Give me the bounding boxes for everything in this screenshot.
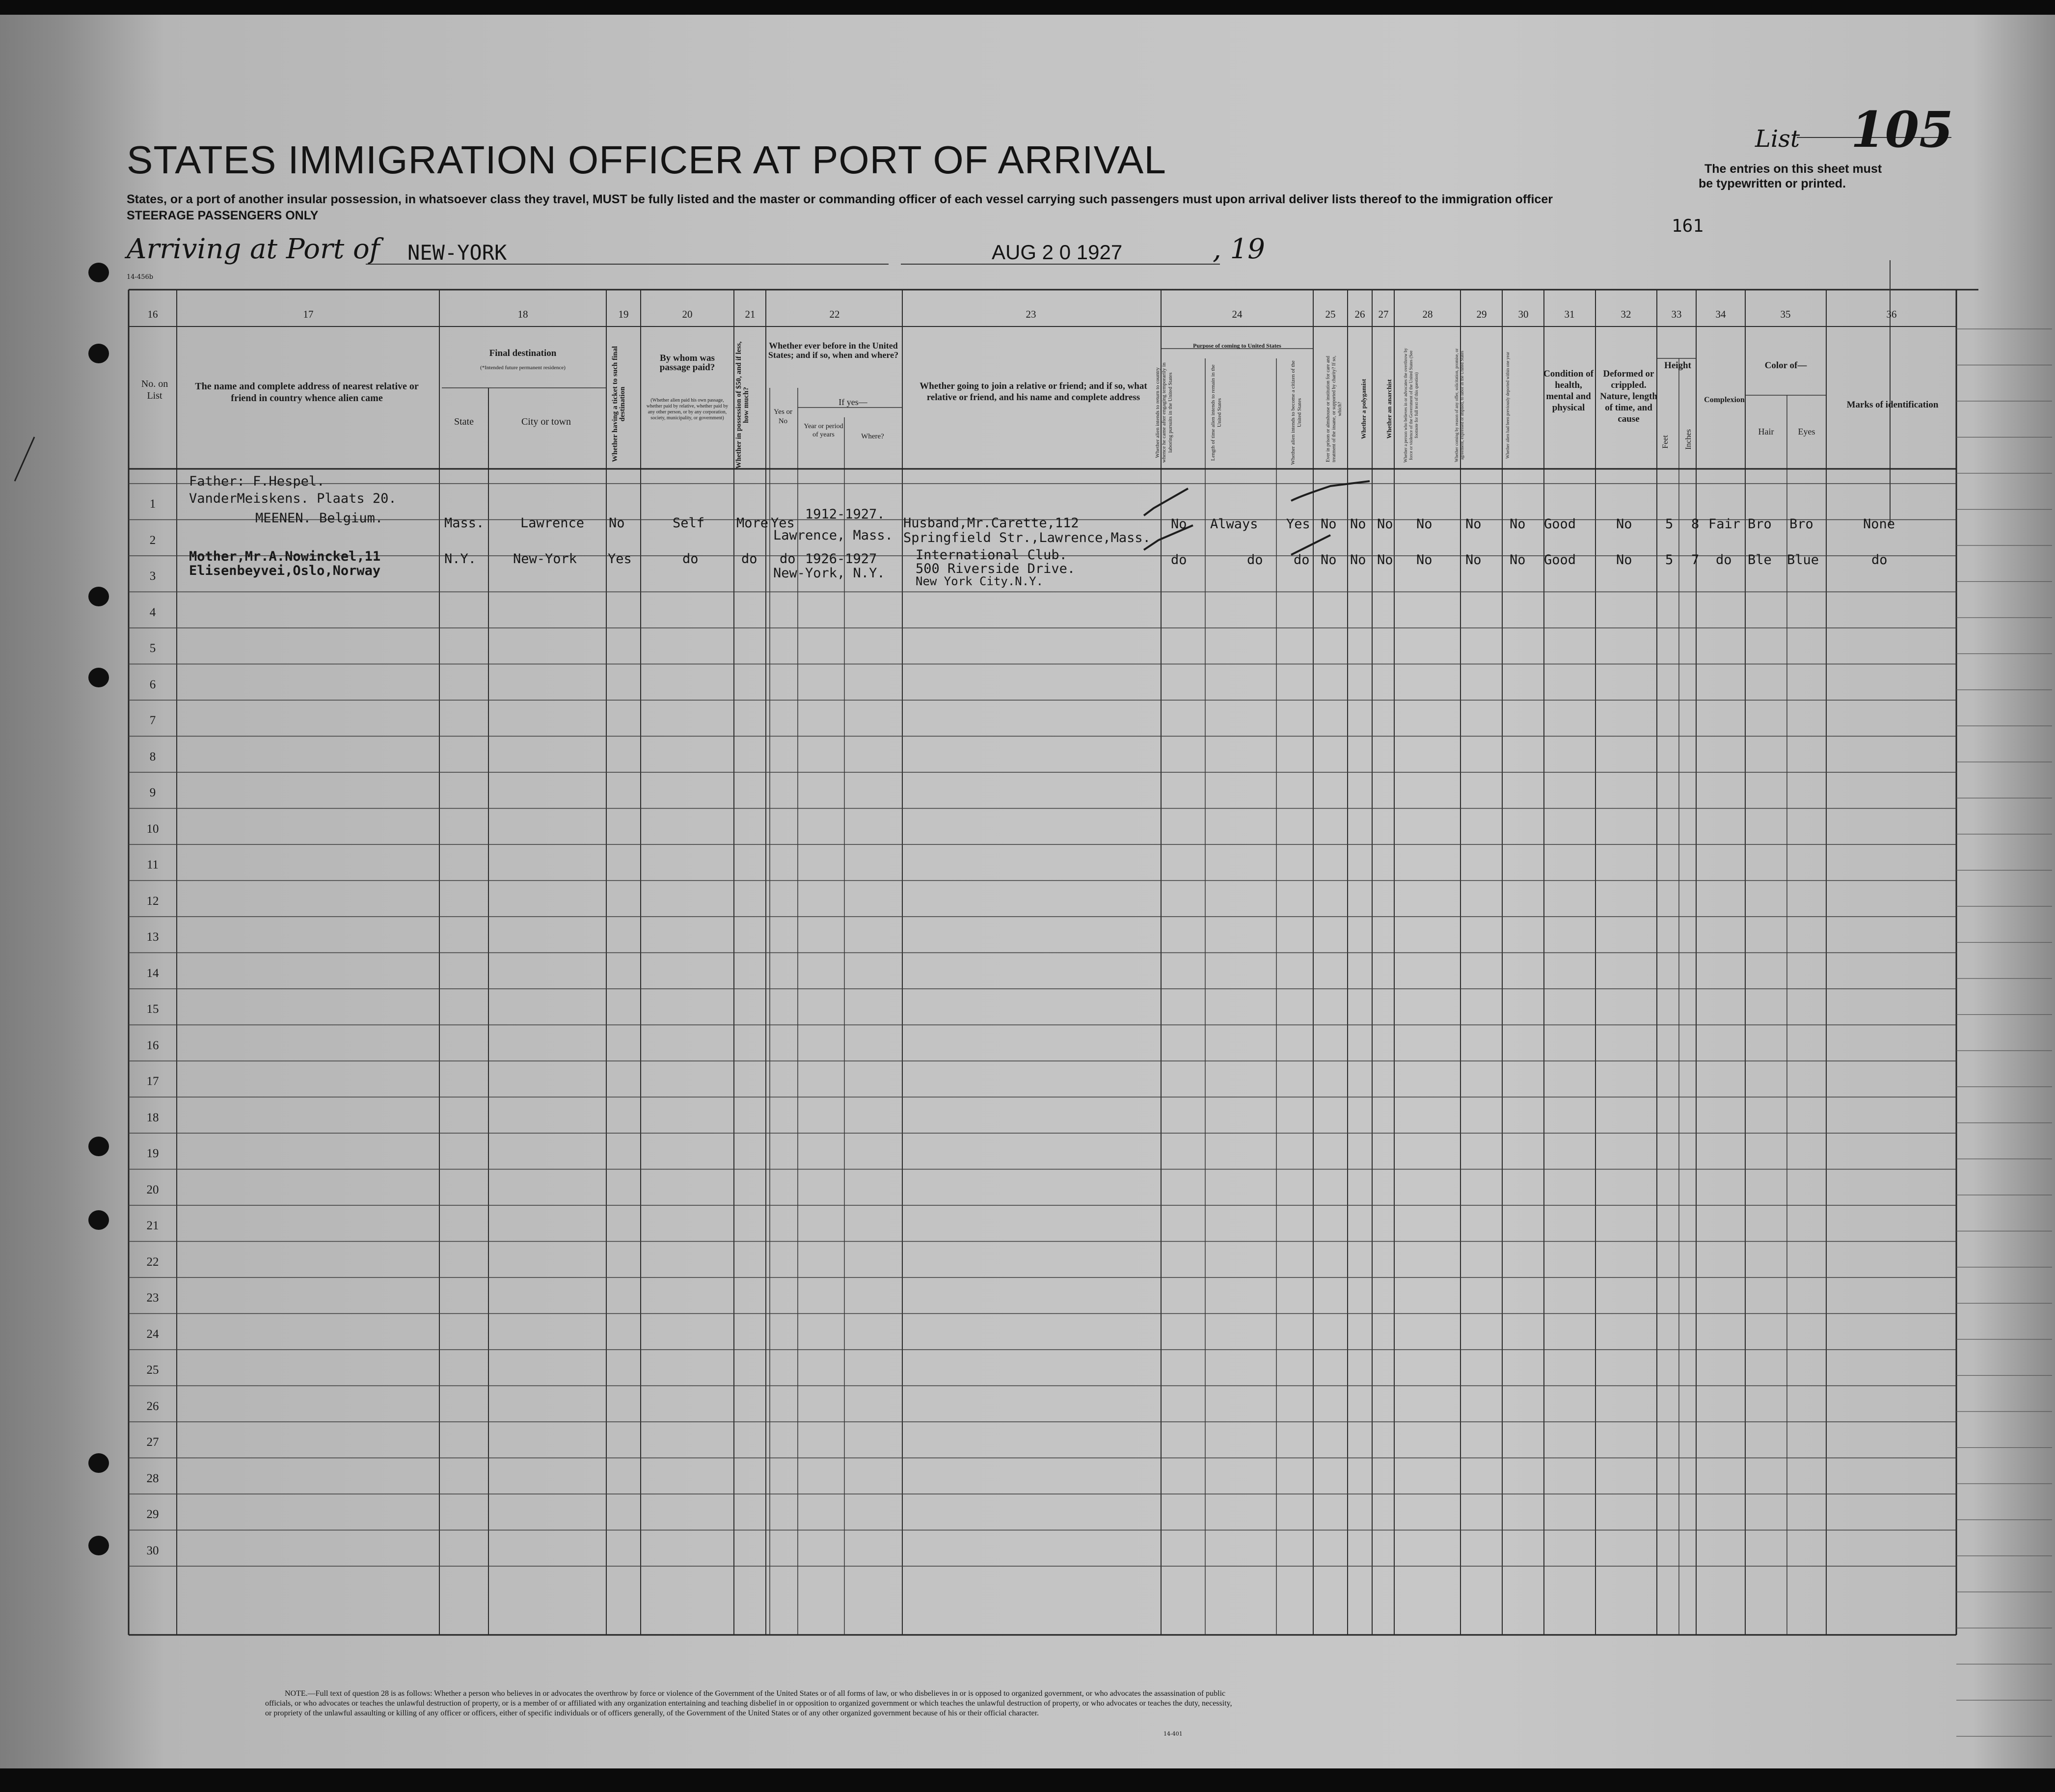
header-hair: Hair [1758,427,1774,436]
entries-note-2: be typewritten or printed. [1699,177,1846,190]
header-ever-before: Whether ever before in the United States; and if so, when and where? [768,341,899,360]
join-2-line-1: International Club. [916,547,1067,563]
column-number: 25 [1325,308,1336,320]
join-2-line-2: 500 Riverside Drive. [916,561,1076,576]
paid-1: Self [673,516,705,531]
column-number: 32 [1621,308,1631,320]
row-number: 7 [149,714,156,727]
arrival-date-stamp: AUG 2 0 1927 [992,241,1123,264]
column-number: 27 [1378,308,1389,320]
row-number: 28 [146,1471,159,1485]
q29-2: No [1465,552,1482,568]
row-number: 27 [146,1436,159,1449]
relative-1-line-1: Father: F.Hespel. [189,474,325,489]
q30-1: No [1510,516,1526,532]
row-number: 8 [149,750,156,763]
row-number: 29 [146,1508,159,1521]
column-number: 16 [147,308,158,320]
form-code: 14-456b [127,273,154,281]
punch-hole [88,1210,109,1230]
polygamist-1: No [1350,516,1366,532]
prison-2: No [1321,552,1337,568]
hair-2: Ble [1748,552,1772,568]
header-deported: Whether alien had been previously deported within one year [1505,352,1510,459]
header-ticket: Whether having a ticket to such final destination [611,346,626,462]
prison-1: No [1321,516,1337,532]
inches-2: 7 [1691,552,1700,568]
citizen-1: Yes [1286,516,1310,532]
row-number: 15 [146,1003,159,1016]
header-question-29: Whether coming by reason of any offer, solicitation, promise, or agreement, expressed or implied, to labor in the United States [1454,348,1464,462]
header-eyes: Eyes [1798,427,1815,436]
column-number: 35 [1780,308,1791,320]
join-2-line-3: New York City.N.Y. [916,574,1044,588]
row-number: 30 [146,1544,159,1557]
header-return-country: Whether alien intends to return to country whence he came after engaging temporarily in laboring pursuits in the United States [1155,362,1173,463]
join-1-line-2: Springfield Str.,Lawrence,Mass. [903,530,1151,545]
q30-2: No [1510,552,1526,568]
row-number: 26 [146,1399,159,1413]
header-color-of: Color of— [1764,360,1807,371]
row-number: 6 [149,678,156,691]
column-number: 29 [1476,308,1487,320]
column-number: 20 [682,308,693,320]
checkmark [1144,489,1188,516]
row-number: 17 [146,1075,159,1088]
hair-1: Bro [1748,516,1772,532]
header-length-of-stay: Length of time alien intends to remain in the United States [1210,364,1222,461]
column-number: 26 [1354,308,1365,320]
ticket-2: Yes [608,551,632,567]
header-deformed: Deformed or crippled. Nature, length of time, and cause [1600,369,1657,424]
column-number: 33 [1671,308,1682,320]
return-1: No [1171,516,1187,532]
header-ifyes: If yes— [838,397,867,407]
header-marks-of-identification: Marks of identification [1846,400,1939,410]
feet-1: 5 [1665,516,1674,532]
length-1: Always [1210,516,1258,532]
manifest-grid [0,15,2055,1768]
header-question-28: Whether a person who believes in or advocates the overthrow by force or violence of the Government of the United States (See footnote for full text of this question) [1403,348,1419,463]
row-number: 24 [146,1327,159,1341]
punch-hole [88,1536,109,1555]
row-number: 9 [149,786,156,799]
years-1: 1912-1927. [805,507,885,522]
entries-note: The entries on this sheet must [1704,162,1882,176]
margin-mark [15,437,34,481]
header-polygamist: Whether a polygamist [1360,379,1367,439]
row-number: 25 [146,1363,159,1377]
page-title: STATES IMMIGRATION OFFICER AT PORT OF ARRIVAL [127,138,1166,182]
header-fifty-dollars: Whether in possession of $50, and if less, how much? [735,341,750,469]
column-number: 17 [303,308,314,320]
city-2: New-York [513,551,577,567]
paid-2: do [682,551,699,567]
row-number: 21 [146,1219,159,1232]
header-passage-paid-note: (Whether alien paid his own passage, whether paid by relative, whether paid by any other person, or by any corporation, society, municipality, or government) [646,398,729,421]
before-2: do [780,551,796,567]
before-1: Yes [771,516,795,531]
header-city: City or town [521,416,571,427]
header-no-on-list: No. on List [141,379,168,401]
column-number: 31 [1564,308,1575,320]
relative-2-line-1: Mother,Mr.A.Nowinckel,11 [189,549,381,564]
feet-2: 5 [1665,552,1674,568]
marks-1: None [1863,516,1895,532]
steerage-label: STEERAGE PASSENGERS ONLY [127,209,319,222]
complexion-1: Fair [1708,516,1741,532]
punch-hole [88,263,109,282]
header-feet: Feet [1661,435,1670,449]
port-name: NEW-YORK [407,241,507,265]
inches-1: 8 [1691,516,1700,532]
column-number: 24 [1232,308,1243,320]
header-final-destination: Final destination [489,348,557,358]
row-number: 16 [146,1038,159,1052]
row-number: 5 [149,642,156,655]
q29-1: No [1465,516,1482,532]
header-inches: Inches [1684,429,1693,450]
header-become-citizen: Whether alien intends to become a citizen of the United States [1290,360,1302,465]
header-year-period: Year or period of years [804,423,843,438]
punch-hole [88,1453,109,1473]
join-1-line-1: Husband,Mr.Carette,112 [903,516,1079,531]
deformed-1: No [1616,516,1632,532]
column-number: 22 [829,308,840,320]
header-passage-paid: By whom was passage paid? [659,353,715,373]
row-number: 14 [146,966,159,980]
question-28-note: NOTE.—Full text of question 28 is as follows: Whether a person who believes in or advocates the overthrow by force or violence of the Government of the United States or of all forms of law, or who disbelieves in or is opposed to organized government, or who advocates the assassination of public officials, or who advocates or teaches the unlawful destruction of property, or is a member of or affiliated with any organization entertaining and teaching disbelief in or opposition to organized government or which teaches the unlawful destruction of property, or who advocates or teaches the duty, necessity, or propriety of the unlawful assaulting or killing of any officer or officers, either of specific individuals or of officers generally, of the Government of the United States or of any other organized government because of his or their official character. [265,1689,1232,1717]
return-2: do [1171,552,1187,568]
relative-2-line-2: Elisenbeyvei,Oslo,Norway [189,563,381,578]
anarchist-2: No [1377,552,1393,568]
header-where: Where? [861,433,884,440]
row-number: 20 [146,1183,159,1196]
ticket-1: No [609,516,625,531]
arriving-label: Arriving at Port of [127,233,380,265]
row-number: 3 [149,570,156,583]
row-number: 22 [146,1255,159,1269]
column-number: 30 [1518,308,1529,320]
manifest-sheet [0,15,2055,1768]
money-1: More [736,516,769,531]
punch-hole [88,344,109,363]
eyes-2: Blue [1787,552,1819,568]
header-ever-in-prison: Ever in prison or almshouse or institution for care and treatment of the insane, or supported by charity? If so, which? [1325,355,1343,462]
money-2: do [741,551,757,567]
column-number: 28 [1422,308,1433,320]
header-join-relative: Whether going to join a relative or friend; and if so, what relative or friend, and his name and complete address [919,381,1147,403]
health-2: Good [1544,552,1576,568]
row-number: 11 [146,858,159,871]
punch-hole [88,587,109,606]
row-number: 19 [146,1147,159,1160]
q28-2: No [1416,552,1433,568]
checkmark [1291,481,1370,501]
header-final-destination-note: (*Intended future permanent residence) [480,365,566,371]
list-number: 105 [1851,101,1953,159]
header-health: Condition of health, mental and physical [1543,369,1594,413]
row-number: 18 [146,1111,159,1124]
column-number: 34 [1715,308,1726,320]
where-1: Lawrence, Mass. [773,528,893,543]
year-prefix: , 19 [1213,233,1265,265]
column-number: 23 [1026,308,1036,320]
years-2: 1926-1927 [805,551,877,567]
row-number: 10 [146,822,159,836]
state-1: Mass. [444,516,485,531]
page-number: 161 [1672,216,1704,236]
row-number: 12 [146,894,159,908]
punch-hole [88,1137,109,1156]
header-state: State [454,416,474,427]
row-number: 4 [149,605,156,619]
column-number: 18 [517,308,528,320]
relative-1-line-3: MEENEN. Belgium. [255,511,383,526]
city-1: Lawrence [520,516,585,531]
eyes-1: Bro [1789,516,1813,532]
header-height: Height [1664,360,1691,371]
list-label: List [1755,125,1800,153]
row-number: 13 [146,930,159,944]
deformed-2: No [1616,552,1632,568]
header-complexion: Complexion [1704,396,1745,404]
column-number: 36 [1886,308,1897,320]
health-1: Good [1544,516,1576,532]
polygamist-2: No [1350,552,1366,568]
anarchist-1: No [1377,516,1393,532]
complexion-2: do [1716,552,1732,568]
length-2: do [1247,552,1263,568]
relative-1-line-2: VanderMeiskens. Plaats 20. [189,491,397,506]
q28-1: No [1416,516,1433,532]
where-2: New-York, N.Y. [773,566,885,581]
column-number: 21 [745,308,756,320]
footer-form-code: 14-401 [1163,1731,1183,1737]
form-subtitle: States, or a port of another insular possession, in whatsoever class they travel, MUST be fully listed and the master or commanding officer of each vessel carrying such passengers must upon arrival deliver lists thereof to the immigration officer [127,192,1553,206]
row-number: 2 [149,533,156,547]
header-purpose: Purpose of coming to United States [1193,342,1281,349]
row-number: 1 [149,497,156,511]
checkmark [1291,535,1330,555]
row-number: 23 [146,1291,159,1304]
punch-hole [88,668,109,687]
column-number: 19 [618,308,629,320]
state-2: N.Y. [444,551,477,567]
marks-2: do [1871,552,1888,568]
header-nearest-relative: The name and complete address of nearest relative or friend in country whence alien came [195,381,419,404]
header-yes-no: Yes or No [773,408,793,425]
citizen-2: do [1294,552,1310,568]
header-anarchist: Whether an anarchist [1385,379,1393,439]
